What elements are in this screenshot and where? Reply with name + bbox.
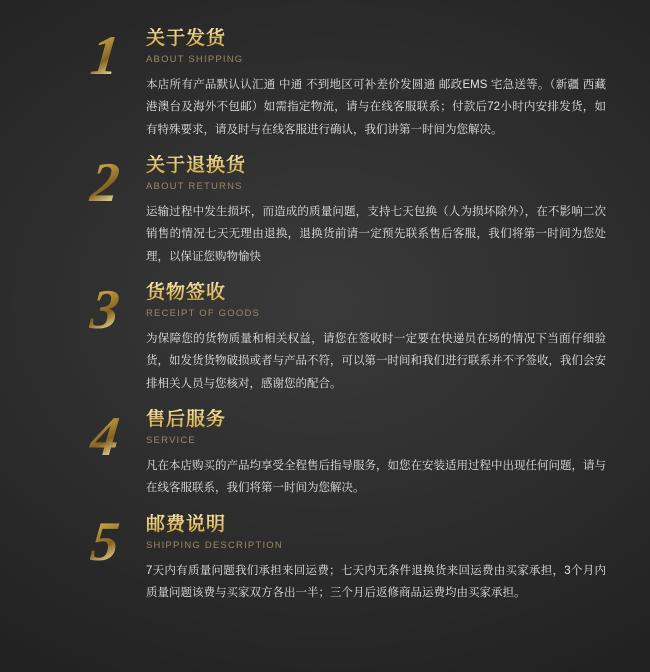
section-subtitle: ABOUT RETURNS [146, 180, 243, 192]
section-number: 3 [65, 282, 143, 338]
section-title: 关于发货 [146, 28, 606, 51]
policy-content [10, 10, 640, 662]
section-title: 售后服务 [146, 409, 606, 432]
section-number: 5 [65, 514, 143, 570]
section-subtitle: SHIPPING DESCRIPTION [146, 539, 283, 551]
section-text: 运输过程中发生损坏，而造成的质量问题，支持七天包换（人为损坏除外），在不影响二次销售的情况七天无理由退换，退换货前请一定预先联系售后客服，我们将第一时间为您处理，以保证您购物愉快 [146, 205, 606, 263]
section-body [68, 409, 606, 500]
section-number: 4 [65, 409, 143, 465]
section-body [68, 514, 606, 605]
policy-section-receipt [68, 279, 606, 395]
section-subtitle: SERVICE [146, 434, 196, 446]
section-subtitle: ABOUT SHIPPING [146, 53, 244, 65]
section-text: 7天内有质量问题我们承担来回运费；七天内无条件退换货来回运费由买家承担，3个月内质量问题该费与买家双方各出一半；三个月后返修商品运费均由买家承担。 [146, 564, 606, 600]
section-subtitle: RECEIPT OF GOODS [146, 307, 261, 319]
policy-section-returns [68, 152, 606, 268]
section-body [68, 282, 606, 395]
policy-section-shipping [68, 25, 606, 141]
section-title: 关于退换货 [146, 155, 606, 178]
policy-section-service [68, 406, 606, 500]
section-text: 凡在本店购买的产品均享受全程售后指导服务，如您在安装适用过程中出现任何问题，请与在线客服联系，我们将第一时间为您解决。 [146, 459, 606, 495]
section-title: 邮费说明 [146, 514, 606, 537]
section-title: 货物签收 [146, 282, 606, 305]
section-number: 1 [65, 28, 143, 84]
policy-section-shipping-fee [68, 510, 606, 605]
section-text: 为保障您的货物质量和相关权益，请您在签收时一定要在快递员在场的情况下当面仔细验货，如发货货物破损或者与产品不符，可以第一时间和我们进行联系并不予签收，我们会安排相关人员与您核对，感谢您的配合。 [146, 332, 606, 390]
section-body [68, 155, 606, 268]
section-number: 2 [65, 155, 143, 211]
section-text: 本店所有产品默认认汇通 中通 不到地区可补差价发圆通 邮政EMS 宅急送等。（新疆 西藏 港澳台及海外不包邮）如需指定物流，请与在线客服联系；付款后72小时内安排发货，如有特殊要求，请及时与在线客服进行确认，我们讲第一时间为您解决。 [146, 78, 606, 136]
section-body [68, 28, 606, 141]
